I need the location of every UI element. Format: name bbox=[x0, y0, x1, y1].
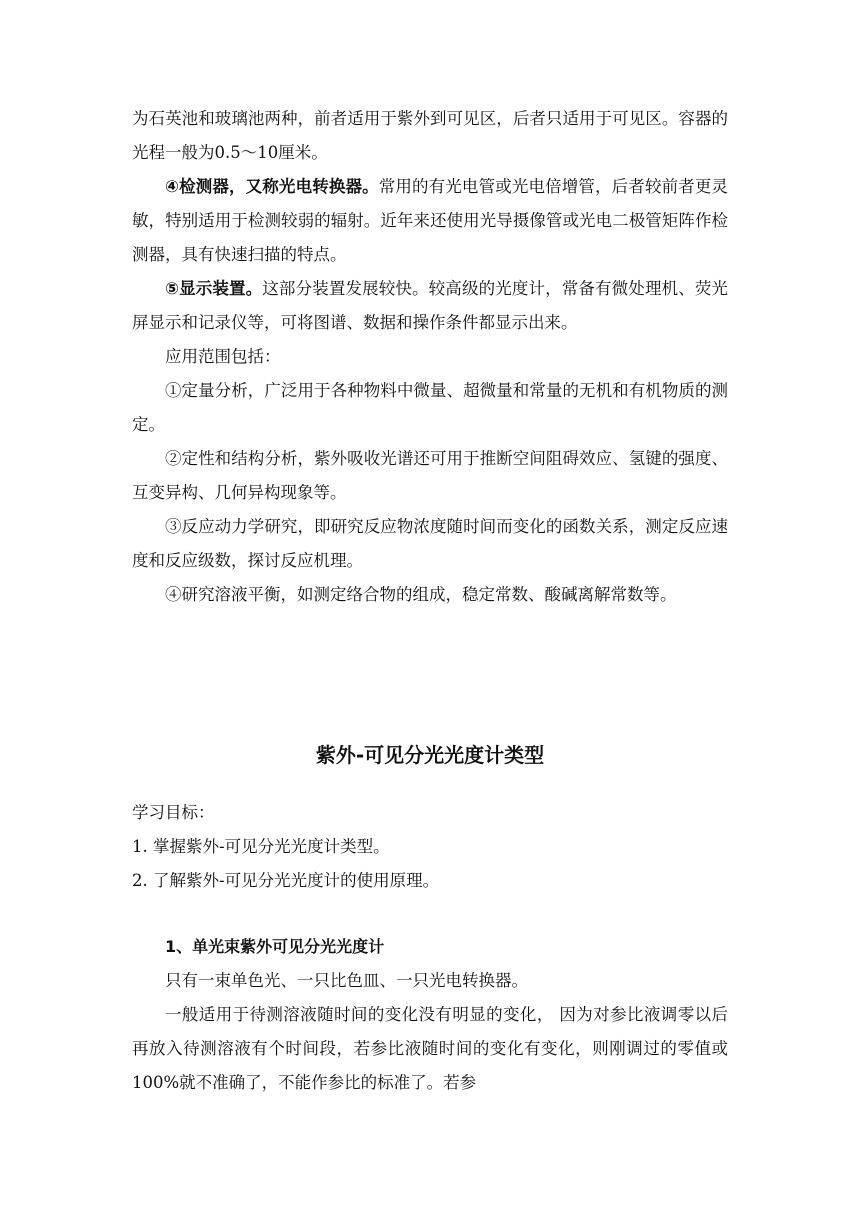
paragraph-scope: 应用范围包括： bbox=[165, 347, 281, 366]
subsection-body bbox=[132, 964, 728, 1100]
paragraph-application-3: ③反应动力学研究，即研究反应物浓度随时间而变化的函数关系，测定反应速度和反应级数，探讨反应机理。 bbox=[132, 517, 728, 570]
section-title: 紫外-可见分光光度计类型 bbox=[315, 743, 545, 767]
paragraph-application-1: ①定量分析，广泛用于各种物料中微量、超微量和常量的无机和有机物质的测定。 bbox=[132, 381, 728, 434]
bold-term: ④检测器，又称光电转换器。 bbox=[165, 177, 379, 196]
paragraph-detector: ④检测器，又称光电转换器。常用的有光电管或光电倍增管，后者较前者更灵敏，特别适用于检测较弱的辐射。近年来还使用光导摄像管或光电二极管矩阵作检测器，具有快速扫描的特点。 bbox=[132, 177, 728, 264]
paragraph-application-2: ②定性和结构分析，紫外吸收光谱还可用于推断空间阻碍效应、氢键的强度、互变异构、几何异构现象等。 bbox=[132, 449, 728, 502]
body-text-top bbox=[132, 102, 728, 612]
paragraph: 为石英池和玻璃池两种，前者适用于紫外到可见区，后者只适用于可见区。容器的光程一般为0.5～10厘米。 bbox=[132, 109, 728, 162]
goals-label: 学习目标： bbox=[132, 803, 215, 822]
paragraph: 一般适用于待测溶液随时间的变化没有明显的变化， 因为对参比液调零以后再放入待测溶液有个时间段，若参比液随时间的变化有变化，则刚调过的零值或 100%就不准确了，不能作参比的标准了。若参 bbox=[132, 1005, 728, 1092]
subsection-heading: 1、单光束紫外可见分光光度计 bbox=[165, 937, 385, 956]
learning-goals bbox=[132, 796, 728, 898]
goal-item: 2. 了解紫外-可见分光光度计的使用原理。 bbox=[132, 871, 440, 890]
paragraph-application-4: ④研究溶液平衡，如测定络合物的组成，稳定常数、酸碱离解常数等。 bbox=[165, 585, 677, 604]
paragraph: 只有一束单色光、一只比色皿、一只光电转换器。 bbox=[165, 971, 528, 990]
goal-item: 1. 掌握紫外-可见分光光度计类型。 bbox=[132, 837, 390, 856]
paragraph-display: ⑤显示装置。这部分装置发展较快。较高级的光度计，常备有微处理机、荧光屏显示和记录仪等，可将图谱、数据和操作条件都显示出来。 bbox=[132, 279, 728, 332]
bold-term: ⑤显示装置。 bbox=[165, 279, 263, 298]
